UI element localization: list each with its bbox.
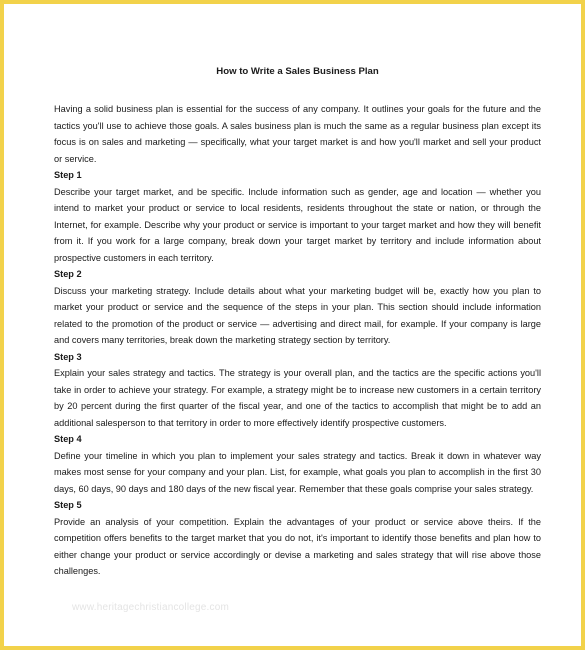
step-5-text: Provide an analysis of your competition. Explain the advantages of your product or service above theirs. If the competition offers benefits to the target market that you do not, it's important to identify those benefits and plan how to either change your product or service accordingly or devise a marketing and sales strategy that will rise above those challenges. bbox=[54, 516, 541, 576]
step-4-text: Define your timeline in which you plan to implement your sales strategy and tactics. Break it down in whatever way makes most sense for your company and your plan. List, for example, what goals you plan to accomplish in the first 30 days, 60 days, 90 days and 180 days of the new fiscal year. Remember that these goals comprise your sales strategy. bbox=[54, 450, 541, 494]
document-page bbox=[54, 64, 541, 580]
document-title: How to Write a Sales Business Plan bbox=[216, 66, 379, 77]
step-3-text: Explain your sales strategy and tactics. The strategy is your overall plan, and the tactics are the specific actions you'll take in order to achieve your strategy. For example, a strategy might be to increase new customers in a certain territory by 20 percent during the first quarter of the fiscal year, and one of the tactics to accomplish that might be to add an additional salesperson to that territory in order to more effectively identify prospective customers. bbox=[54, 368, 541, 428]
step-1-text: Describe your target market, and be specific. Include information such as gender, age and location — whether you intend to market your product or service to local residents, residents throughout the state or nation, or through the Internet, for example. Describe why your product or service is important to your target market and how they will benefit from it. If you work for a large company, break down your target market by territory and include information about prospective customers in each territory. bbox=[54, 186, 541, 263]
step-4-heading: Step 4 bbox=[54, 434, 82, 444]
step-1-heading: Step 1 bbox=[54, 170, 82, 180]
intro-paragraph: Having a solid business plan is essential for the success of any company. It outlines your goals for the future and the tactics you'll use to achieve those goals. A sales business plan is much the same as a regular business plan except its focus is on sales and marketing — specifically, what your target market is and how you'll market and sell your product or service. bbox=[54, 104, 541, 164]
step-5-heading: Step 5 bbox=[54, 500, 82, 510]
step-3-heading: Step 3 bbox=[54, 351, 82, 362]
step-2-heading: Step 2 bbox=[54, 269, 82, 279]
step-2-text: Discuss your marketing strategy. Include details about what your marketing budget will be, exactly how you plan to market your product or service and the sequence of the steps in your plan. This section should include information related to the promotion of the product or service — advertising and direct mail, for example. If your company is large and covers many territories, break down the marketing strategy section by territory. bbox=[54, 285, 541, 345]
watermark-text: www.heritagechristiancollege.com bbox=[72, 602, 230, 613]
